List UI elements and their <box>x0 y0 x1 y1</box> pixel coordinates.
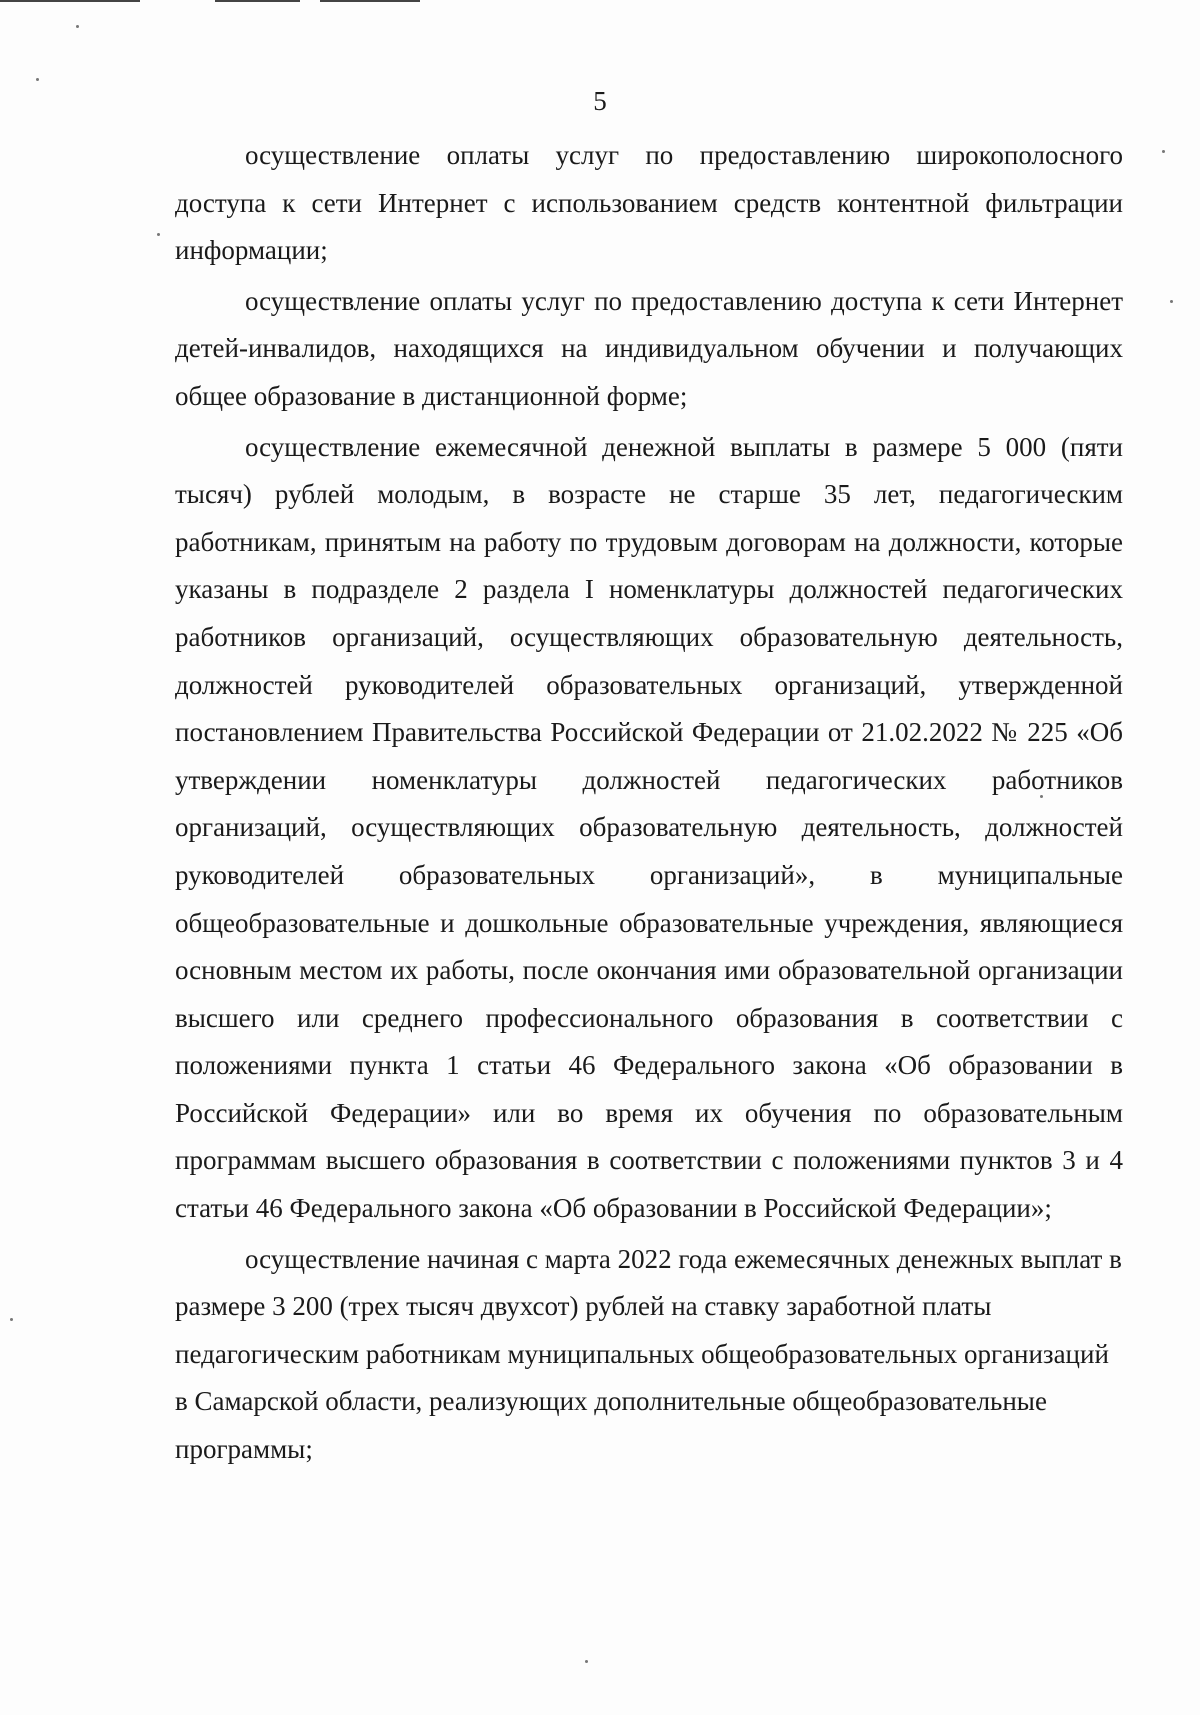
paragraph: осуществление оплаты услуг по предоставлению широкополосного доступа к сети Интернет с использованием средств контентной фильтрации информации; <box>175 140 1123 266</box>
page-number: 5 <box>593 86 607 116</box>
scan-speck <box>157 233 160 236</box>
scan-speck <box>10 1318 13 1321</box>
scan-speck <box>1170 300 1173 303</box>
document-body <box>175 132 1123 1477</box>
scan-edge-mark <box>0 0 140 2</box>
scan-speck <box>76 25 79 28</box>
scan-speck <box>585 1660 588 1663</box>
scan-speck <box>1162 150 1165 153</box>
scan-edge-mark <box>320 0 420 2</box>
paragraph: осуществление оплаты услуг по предоставлению доступа к сети Интернет детей-инвалидов, находящихся на индивидуальном обучении и получающих общее образование в дистанционной форме; <box>175 285 1123 411</box>
paragraph: осуществление ежемесячной денежной выплаты в размере 5 000 (пяти тысяч) рублей молодым, в возрасте не старше 35 лет, педагогическим работникам, принятым на работу по трудовым договорам на должности, которые указаны в подразделе 2 раздела I номенклатуры должностей педагогических работников организаций, осуществляющих образовательную деятельность, должностей руководителей образовательных организаций, утвержденной постановлением Правительства Российской Федерации от 21.02.2022 № 225 «Об утверждении номенклатуры должностей педагогических работников организаций, осуществляющих образовательную деятельность, должностей руководителей образовательных организаций», в муниципальные общеобразовательные и дошкольные образовательные учреждения, являющиеся основным местом их работы, после окончания ими образовательной организации высшего или среднего профессионального образования в соответствии с положениями пункта 1 статьи 46 Федерального закона «Об образовании в Российской Федерации» или во время их обучения по образовательным программам высшего образования в соответствии с положениями пунктов 3 и 4 статьи 46 Федерального закона «Об образовании в Российской Федерации»; <box>175 431 1123 1224</box>
paragraph: осуществление начиная с марта 2022 года ежемесячных денежных выплат в размере 3 200 (трех тысяч двухсот) рублей на ставку заработной платы педагогическим работникам муниципальных общеобразовательных организаций в Самарской области, реализующих дополнительные общеобразовательные программы; <box>175 1243 1122 1465</box>
scan-speck <box>36 78 39 81</box>
scan-edge-mark <box>215 0 300 2</box>
